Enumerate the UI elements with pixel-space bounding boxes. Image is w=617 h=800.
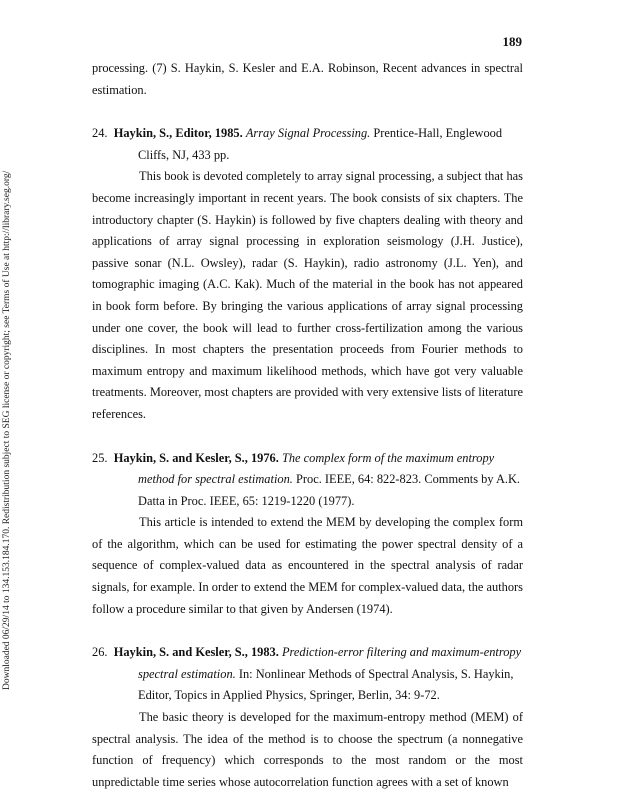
reference-number: 24. (92, 126, 108, 141)
reference-publication: Prentice-Hall, Englewood Cliffs, NJ, 433 pp. (138, 126, 503, 162)
reference-title: Prediction-error filtering and maximum-entropy spectral estimation. (138, 645, 522, 681)
reference-entry-26 (92, 642, 523, 793)
reference-summary: The basic theory is developed for the maximum-entropy method (MEM) of spectral analysis. The idea of the method is to choose the spectrum (a nonnegative function of frequency) which corresponds to the most random or the most unpredictable time series whose autocorrelation function agrees with a set of known (92, 710, 523, 789)
reference-publication: Proc. IEEE, 64: 822-823. Comments by A.K. Datta in Proc. IEEE, 65: 1219-1220 (1977). (138, 472, 521, 508)
reference-title: The complex form of the maximum entropy method for spectral estimation. (138, 450, 495, 487)
reference-heading (92, 448, 523, 513)
reference-number: 26. (92, 645, 108, 660)
reference-entry-24 (92, 123, 523, 425)
download-notice-sidebar (0, 0, 22, 800)
page-body (92, 58, 523, 793)
reference-summary: This book is devoted completely to array signal processing, a subject that has become increasingly important in recent years. The book consists of six chapters. The introductory chapter (S. Haykin) is followed by five chapters dealing with theory and applications of array signal processing in exploration seismology (J.H. Justice), passive sonar (N.L. Owsley), radar (S. Haykin), radio astronomy (J.L. Yen), and tomographic imaging (A.C. Kak). Much of the material in the book has not appeared in book form before. By bringing the various applications of array signal processing under one cover, the book will lead to further cross-fertilization among the various disciplines. In most chapters the presentation proceeds from Fourier methods to maximum entropy and maximum likelihood methods, which have got very valuable treatments. Moreover, most chapters are provided with very extensive lists of literature references. (92, 169, 523, 421)
continuation-text: processing. (7) S. Haykin, S. Kesler and E.A. Robinson, Recent advances in spectral estimation. (92, 61, 523, 97)
page-number: 189 (502, 34, 522, 49)
reference-title: Array Signal Processing. (245, 126, 371, 141)
reference-heading (92, 642, 523, 707)
reference-number: 25. (92, 450, 108, 465)
reference-heading (92, 123, 523, 166)
reference-authors: Haykin, S. and Kesler, S., 1976. (113, 450, 279, 465)
reference-summary: This article is intended to extend the MEM by developing the complex form of the algorithm, which can be used for estimating the power spectral density of a sequence of complex-valued data as encountered in the spectral analysis of radar signals, for example. In order to extend the MEM for complex-valued data, the authors follow a procedure similar to that given by Andersen (1974). (92, 515, 523, 616)
reference-publication: In: Nonlinear Methods of Spectral Analysis, S. Haykin, Editor, Topics in Applied Physics, Springer, Berlin, 34: 9-72. (138, 666, 514, 703)
download-notice: Downloaded 06/29/14 to 134.153.184.170. Redistribution subject to SEG license or copyright; see Terms of Use at http://library.seg.org/ (2, 170, 12, 690)
reference-authors: Haykin, S. and Kesler, S., 1983. (113, 645, 279, 660)
reference-authors: Haykin, S., Editor, 1985. (113, 126, 243, 141)
reference-entry-25 (92, 448, 523, 621)
